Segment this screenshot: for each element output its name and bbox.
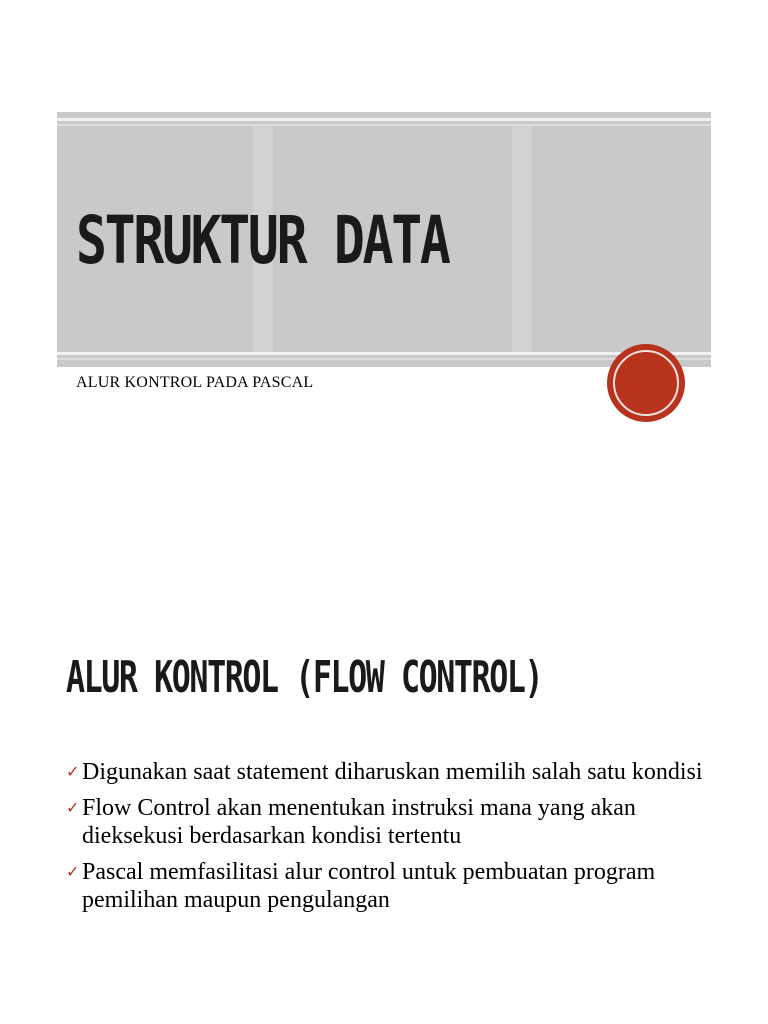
- check-icon: ✓: [66, 762, 80, 781]
- bullet-text: Digunakan saat statement diharuskan memilih salah satu kondisi: [82, 759, 703, 785]
- banner-rule: [57, 358, 711, 360]
- check-icon: ✓: [66, 862, 80, 881]
- slide-subtitle: ALUR KONTROL PADA PASCAL: [76, 374, 314, 391]
- bullet-text: Flow Control akan menentukan instruksi mana yang akan dieksekusi berdasarkan kondisi tertentu: [82, 795, 636, 849]
- section-title: ALUR KONTROL (FLOW CONTROL): [66, 652, 543, 703]
- banner-rule: [57, 352, 711, 355]
- bullet-item: [66, 794, 716, 850]
- circle-badge-icon: [607, 344, 685, 422]
- banner-texture: [512, 126, 532, 352]
- bullet-list: [66, 758, 716, 922]
- banner-rule: [57, 124, 711, 126]
- bullet-text: Pascal memfasilitasi alur control untuk pembuatan program pemilihan maupun pengulangan: [82, 859, 656, 913]
- banner-rule: [57, 118, 711, 121]
- badge-ring: [613, 350, 679, 416]
- check-icon: ✓: [66, 798, 80, 817]
- bullet-item: [66, 758, 716, 786]
- slide-title: STRUKTUR DATA: [76, 202, 449, 279]
- bullet-item: [66, 858, 716, 914]
